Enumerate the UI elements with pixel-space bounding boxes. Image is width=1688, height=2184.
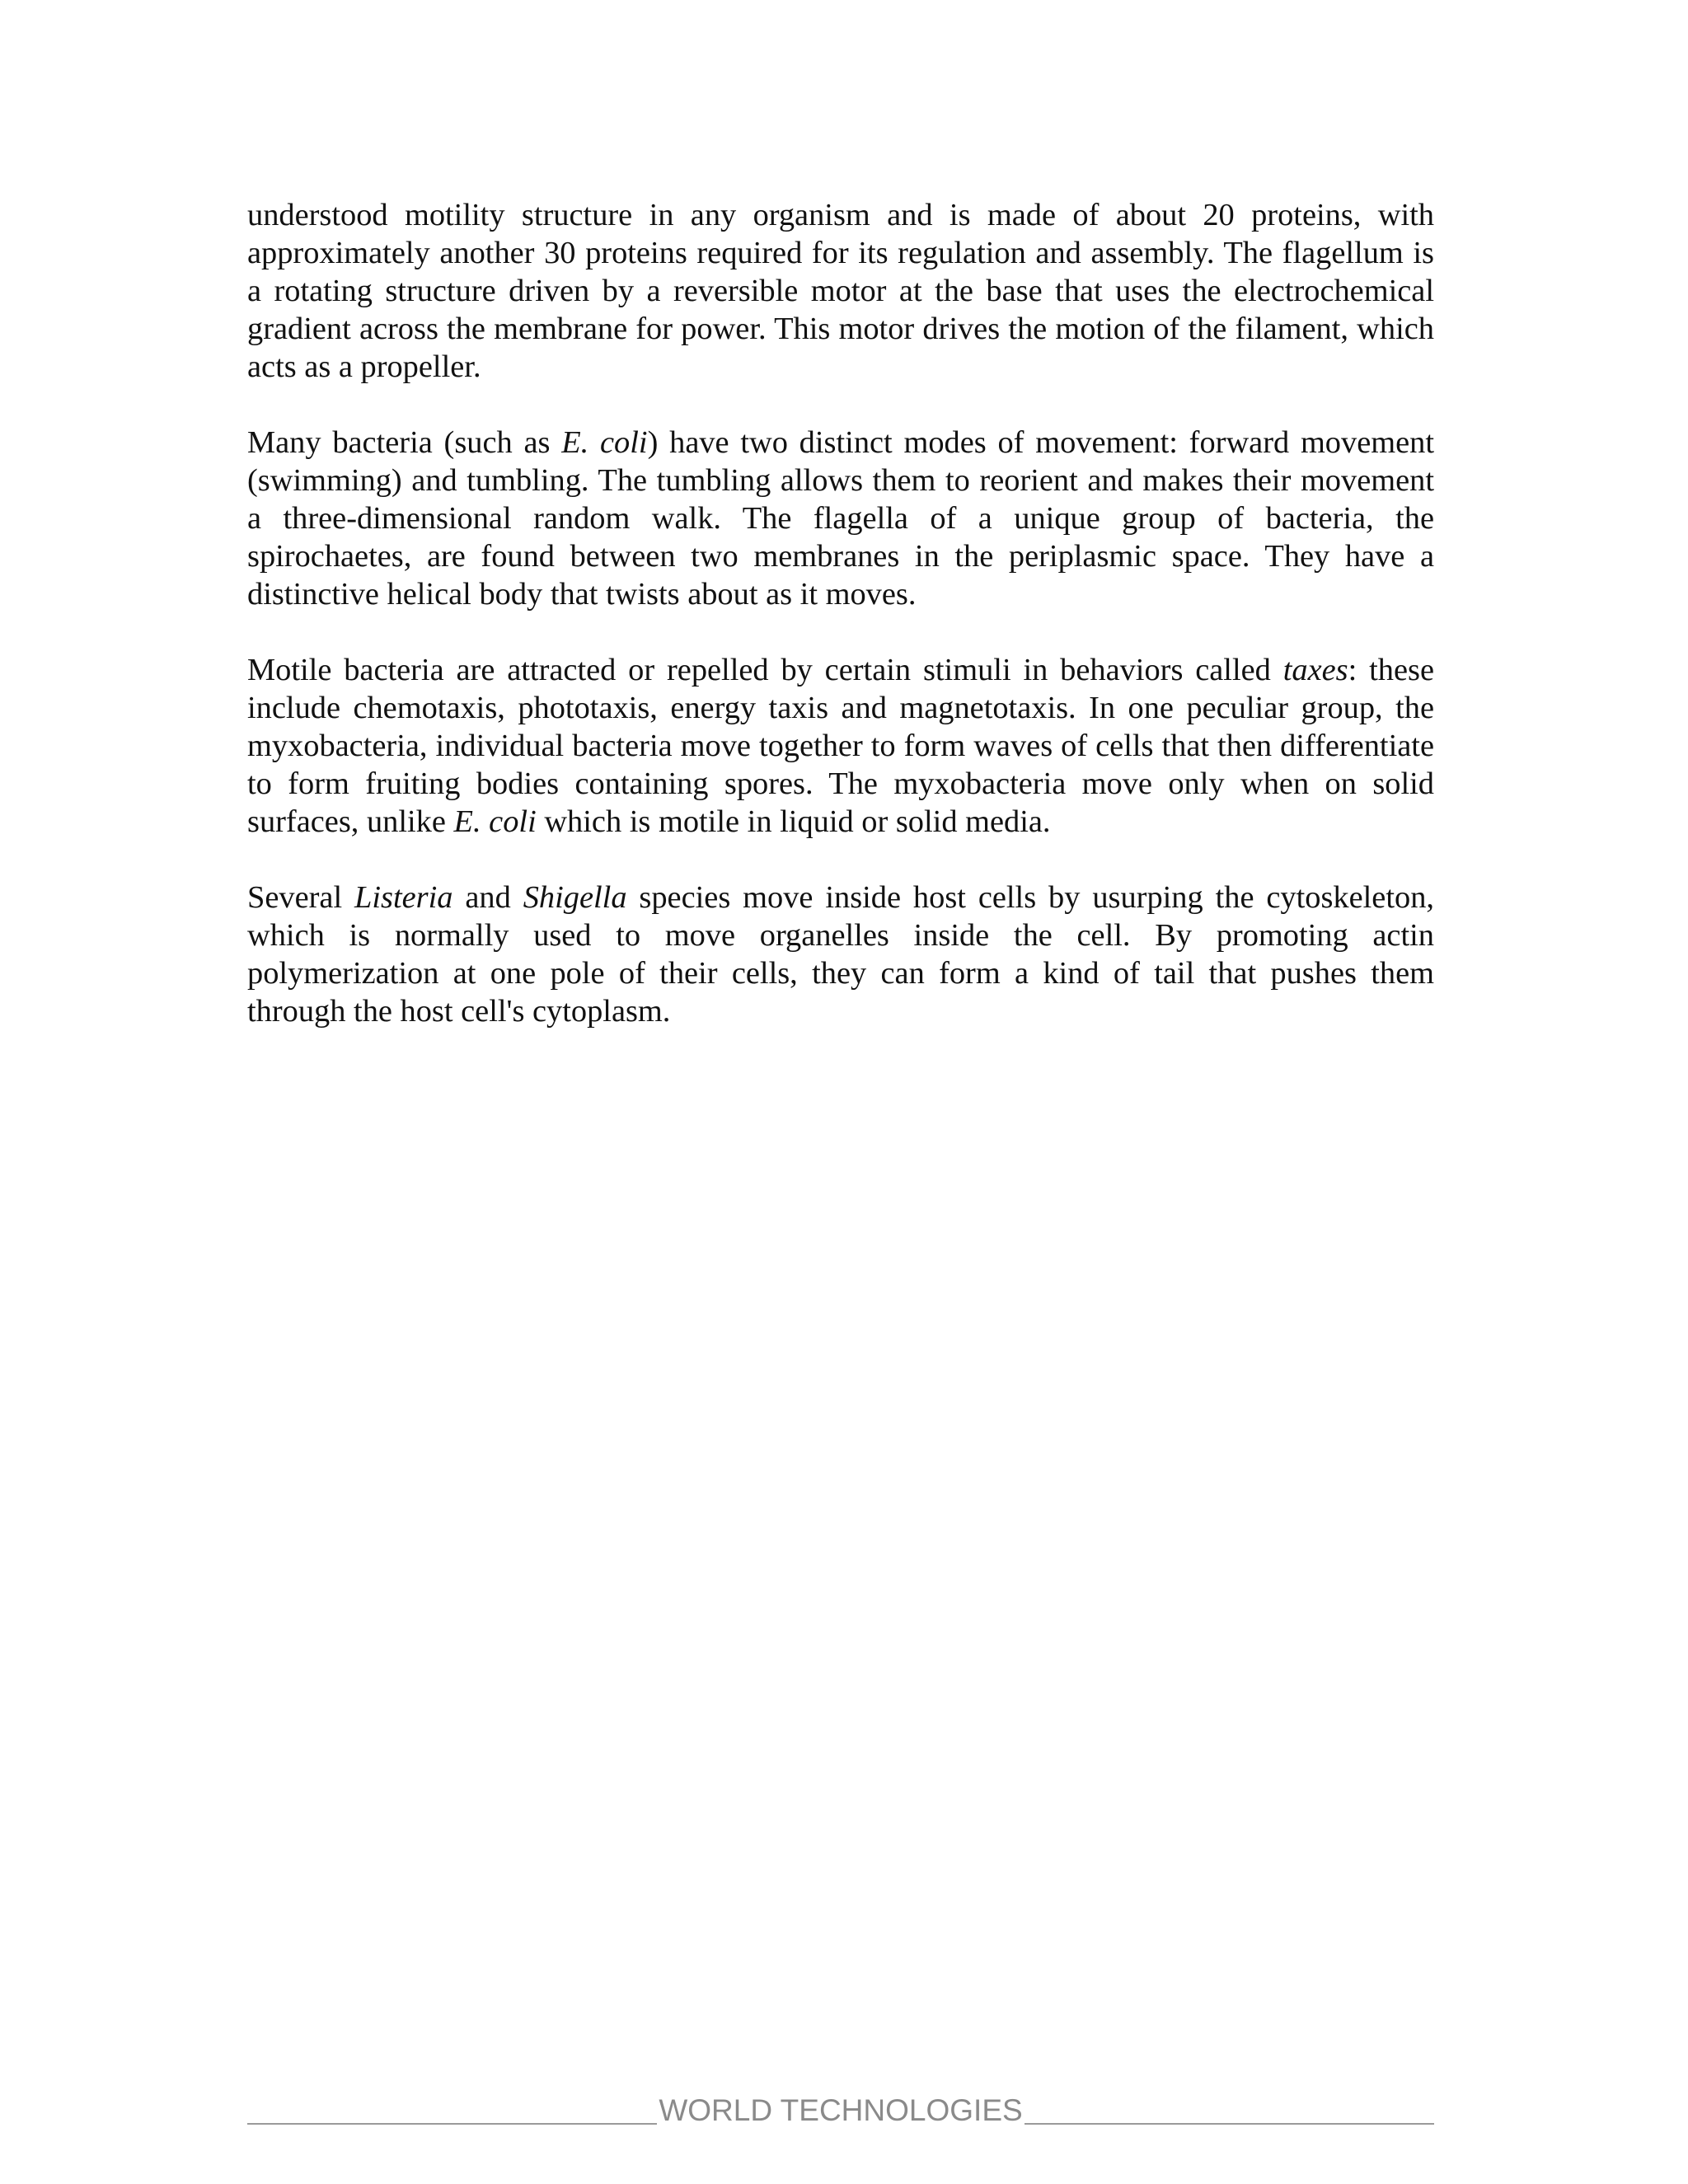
italic-term: E. coli (453, 804, 537, 839)
text-run: : these include chemotaxis, phototaxis, energy taxis and magnetotaxis. In one peculiar group, the myxobacteria, individual bacteria move together to form waves of cells that then differentiate to form fruiting bodies containing spores. The myxobacteria move only when on solid surfaces, unlike (247, 653, 1434, 839)
footer-rule-left (247, 2123, 657, 2125)
text-run: ) have two distinct modes of movement: forward movement (swimming) and tumbling. The tumbling allows them to reorient and makes their movement a three-dimensional random walk. The flagella of a unique group of bacteria, the spirochaetes, are found between two membranes in the periplasmic space. They have a distinctive helical body that twists about as it moves. (247, 425, 1434, 612)
text-run: Several (247, 880, 355, 915)
footer-publisher: WORLD TECHNOLOGIES (659, 2093, 1023, 2127)
text-run: Motile bacteria are attracted or repelled by certain stimuli in behaviors called (247, 653, 1283, 687)
text-run: and (452, 880, 523, 915)
paragraph-movement-modes (247, 424, 1434, 613)
footer-rule-right (1025, 2123, 1434, 2125)
italic-term: E. coli (561, 425, 648, 460)
page-footer (247, 2092, 1434, 2130)
body-text (247, 196, 1434, 1030)
italic-term: Listeria (354, 880, 453, 915)
paragraph-taxes (247, 651, 1434, 841)
paragraph-intracellular-motility (247, 879, 1434, 1030)
text-run: Many bacteria (such as (247, 425, 562, 460)
paragraph-flagellum (247, 196, 1434, 386)
text-run: which is motile in liquid or solid media. (536, 804, 1051, 839)
text-run: understood motility structure in any organism and is made of about 20 proteins, with approximately another 30 proteins required for its regulation and assembly. The flagellum is a rotating structure driven by a reversible motor at the base that uses the electrochemical gradient across the membrane for power. This motor drives the motion of the filament, which acts as a propeller. (247, 198, 1434, 384)
text-run: species move inside host cells by usurping the cytoskeleton, which is normally used to move organelles inside the cell. By promoting actin polymerization at one pole of their cells, they can form a kind of tail that pushes them through the host cell's cytoplasm. (247, 880, 1435, 1029)
italic-term: Shigella (523, 880, 627, 915)
italic-term: taxes (1282, 653, 1348, 687)
